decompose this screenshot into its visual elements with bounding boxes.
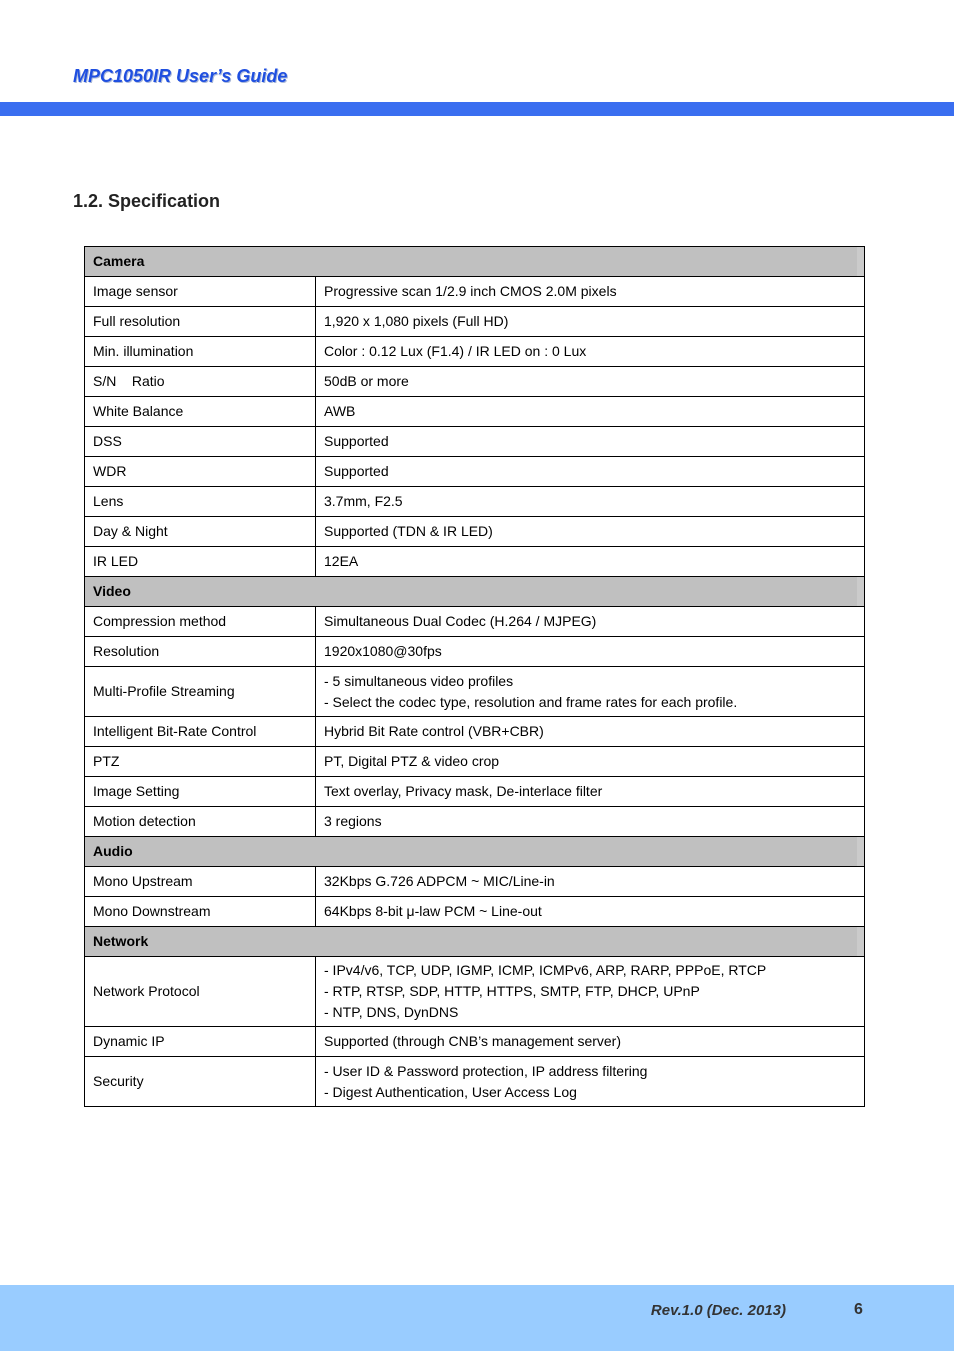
spec-row bbox=[85, 307, 865, 337]
spec-row bbox=[85, 1057, 865, 1107]
document-title: MPC1050IR User’s Guide bbox=[73, 66, 288, 86]
spec-row bbox=[85, 667, 865, 717]
spec-label: Security bbox=[85, 1057, 316, 1107]
spec-row bbox=[85, 897, 865, 927]
category-row-video bbox=[85, 577, 865, 607]
spec-label: DSS bbox=[85, 427, 316, 457]
spec-value: PT, Digital PTZ & video crop bbox=[316, 747, 865, 777]
spec-label: Min. illumination bbox=[85, 337, 316, 367]
spec-value: 12EA bbox=[316, 547, 865, 577]
spec-row bbox=[85, 957, 865, 1027]
spec-label: Resolution bbox=[85, 637, 316, 667]
spec-value-line: - NTP, DNS, DynDNS bbox=[324, 1004, 459, 1020]
category-label: Camera bbox=[85, 247, 865, 277]
spec-value: 3 regions bbox=[316, 807, 865, 837]
spec-label: PTZ bbox=[85, 747, 316, 777]
spec-label: Dynamic IP bbox=[85, 1027, 316, 1057]
category-row-network bbox=[85, 927, 865, 957]
spec-row bbox=[85, 517, 865, 547]
spec-value: Supported (through CNB’s management server) bbox=[316, 1027, 865, 1057]
category-row-audio bbox=[85, 837, 865, 867]
specification-table bbox=[84, 246, 865, 1107]
spec-value bbox=[316, 1057, 865, 1107]
spec-row bbox=[85, 487, 865, 517]
spec-value: 64Kbps 8-bit μ-law PCM ~ Line-out bbox=[316, 897, 865, 927]
spec-value: Hybrid Bit Rate control (VBR+CBR) bbox=[316, 717, 865, 747]
spec-row bbox=[85, 427, 865, 457]
spec-label: Full resolution bbox=[85, 307, 316, 337]
spec-value: Supported bbox=[316, 427, 865, 457]
section-heading: 1.2. Specification bbox=[73, 191, 221, 211]
header-bar bbox=[0, 102, 954, 116]
spec-row bbox=[85, 337, 865, 367]
spec-value: AWB bbox=[316, 397, 865, 427]
spec-value-line: - Select the codec type, resolution and frame rates for each profile. bbox=[324, 693, 738, 710]
spec-label: Network Protocol bbox=[85, 957, 316, 1027]
spec-label: S/N Ratio bbox=[85, 367, 316, 397]
category-label: Network bbox=[85, 927, 865, 957]
spec-value: Supported (TDN & IR LED) bbox=[316, 517, 865, 547]
spec-row bbox=[85, 807, 865, 837]
spec-value: Text overlay, Privacy mask, De-interlace filter bbox=[316, 777, 865, 807]
spec-value-line: - User ID & Password protection, IP address filtering bbox=[324, 1062, 648, 1079]
spec-label: White Balance bbox=[85, 397, 316, 427]
spec-value-line: - 5 simultaneous video profiles bbox=[324, 672, 514, 689]
spec-row bbox=[85, 367, 865, 397]
spec-label: Compression method bbox=[85, 607, 316, 637]
spec-label: Image Setting bbox=[85, 777, 316, 807]
spec-row bbox=[85, 457, 865, 487]
spec-label: Image sensor bbox=[85, 277, 316, 307]
spec-label: Mono Downstream bbox=[85, 897, 316, 927]
spec-value: 50dB or more bbox=[316, 367, 865, 397]
spec-value: 3.7mm, F2.5 bbox=[316, 487, 865, 517]
spec-row bbox=[85, 717, 865, 747]
spec-row bbox=[85, 637, 865, 667]
spec-label: WDR bbox=[85, 457, 316, 487]
spec-row bbox=[85, 747, 865, 777]
spec-label: Lens bbox=[85, 487, 316, 517]
spec-row bbox=[85, 277, 865, 307]
spec-value: Progressive scan 1/2.9 inch CMOS 2.0M pixels bbox=[316, 277, 865, 307]
spec-row bbox=[85, 867, 865, 897]
spec-row bbox=[85, 397, 865, 427]
spec-row bbox=[85, 777, 865, 807]
spec-value-line: - Digest Authentication, User Access Log bbox=[324, 1083, 577, 1100]
spec-label: Intelligent Bit-Rate Control bbox=[85, 717, 316, 747]
category-label: Video bbox=[85, 577, 865, 607]
spec-row bbox=[85, 1027, 865, 1057]
spec-label: IR LED bbox=[85, 547, 316, 577]
spec-label: Mono Upstream bbox=[85, 867, 316, 897]
spec-value bbox=[316, 957, 865, 1027]
spec-label: Multi-Profile Streaming bbox=[85, 667, 316, 717]
footer-bar bbox=[0, 1285, 954, 1351]
spec-label: Motion detection bbox=[85, 807, 316, 837]
category-label: Audio bbox=[85, 837, 865, 867]
category-row-camera bbox=[85, 247, 865, 277]
spec-value: 1920x1080@30fps bbox=[316, 637, 865, 667]
spec-value-line: - IPv4/v6, TCP, UDP, IGMP, ICMP, ICMPv6, ARP, RARP, PPPoE, RTCP bbox=[324, 962, 767, 978]
spec-value bbox=[316, 667, 865, 717]
spec-value: 1,920 x 1,080 pixels (Full HD) bbox=[316, 307, 865, 337]
spec-row bbox=[85, 547, 865, 577]
revision-label: Rev.1.0 (Dec. 2013) bbox=[650, 1302, 786, 1319]
spec-value: Color : 0.12 Lux (F1.4) / IR LED on : 0 Lux bbox=[316, 337, 865, 367]
spec-row bbox=[85, 607, 865, 637]
spec-value-line: - RTP, RTSP, SDP, HTTP, HTTPS, SMTP, FTP, DHCP, UPnP bbox=[324, 983, 700, 999]
spec-label: Day & Night bbox=[85, 517, 316, 547]
page-number: 6 bbox=[854, 1301, 863, 1318]
spec-value: Supported bbox=[316, 457, 865, 487]
spec-value: Simultaneous Dual Codec (H.264 / MJPEG) bbox=[316, 607, 865, 637]
spec-value: 32Kbps G.726 ADPCM ~ MIC/Line-in bbox=[316, 867, 865, 897]
